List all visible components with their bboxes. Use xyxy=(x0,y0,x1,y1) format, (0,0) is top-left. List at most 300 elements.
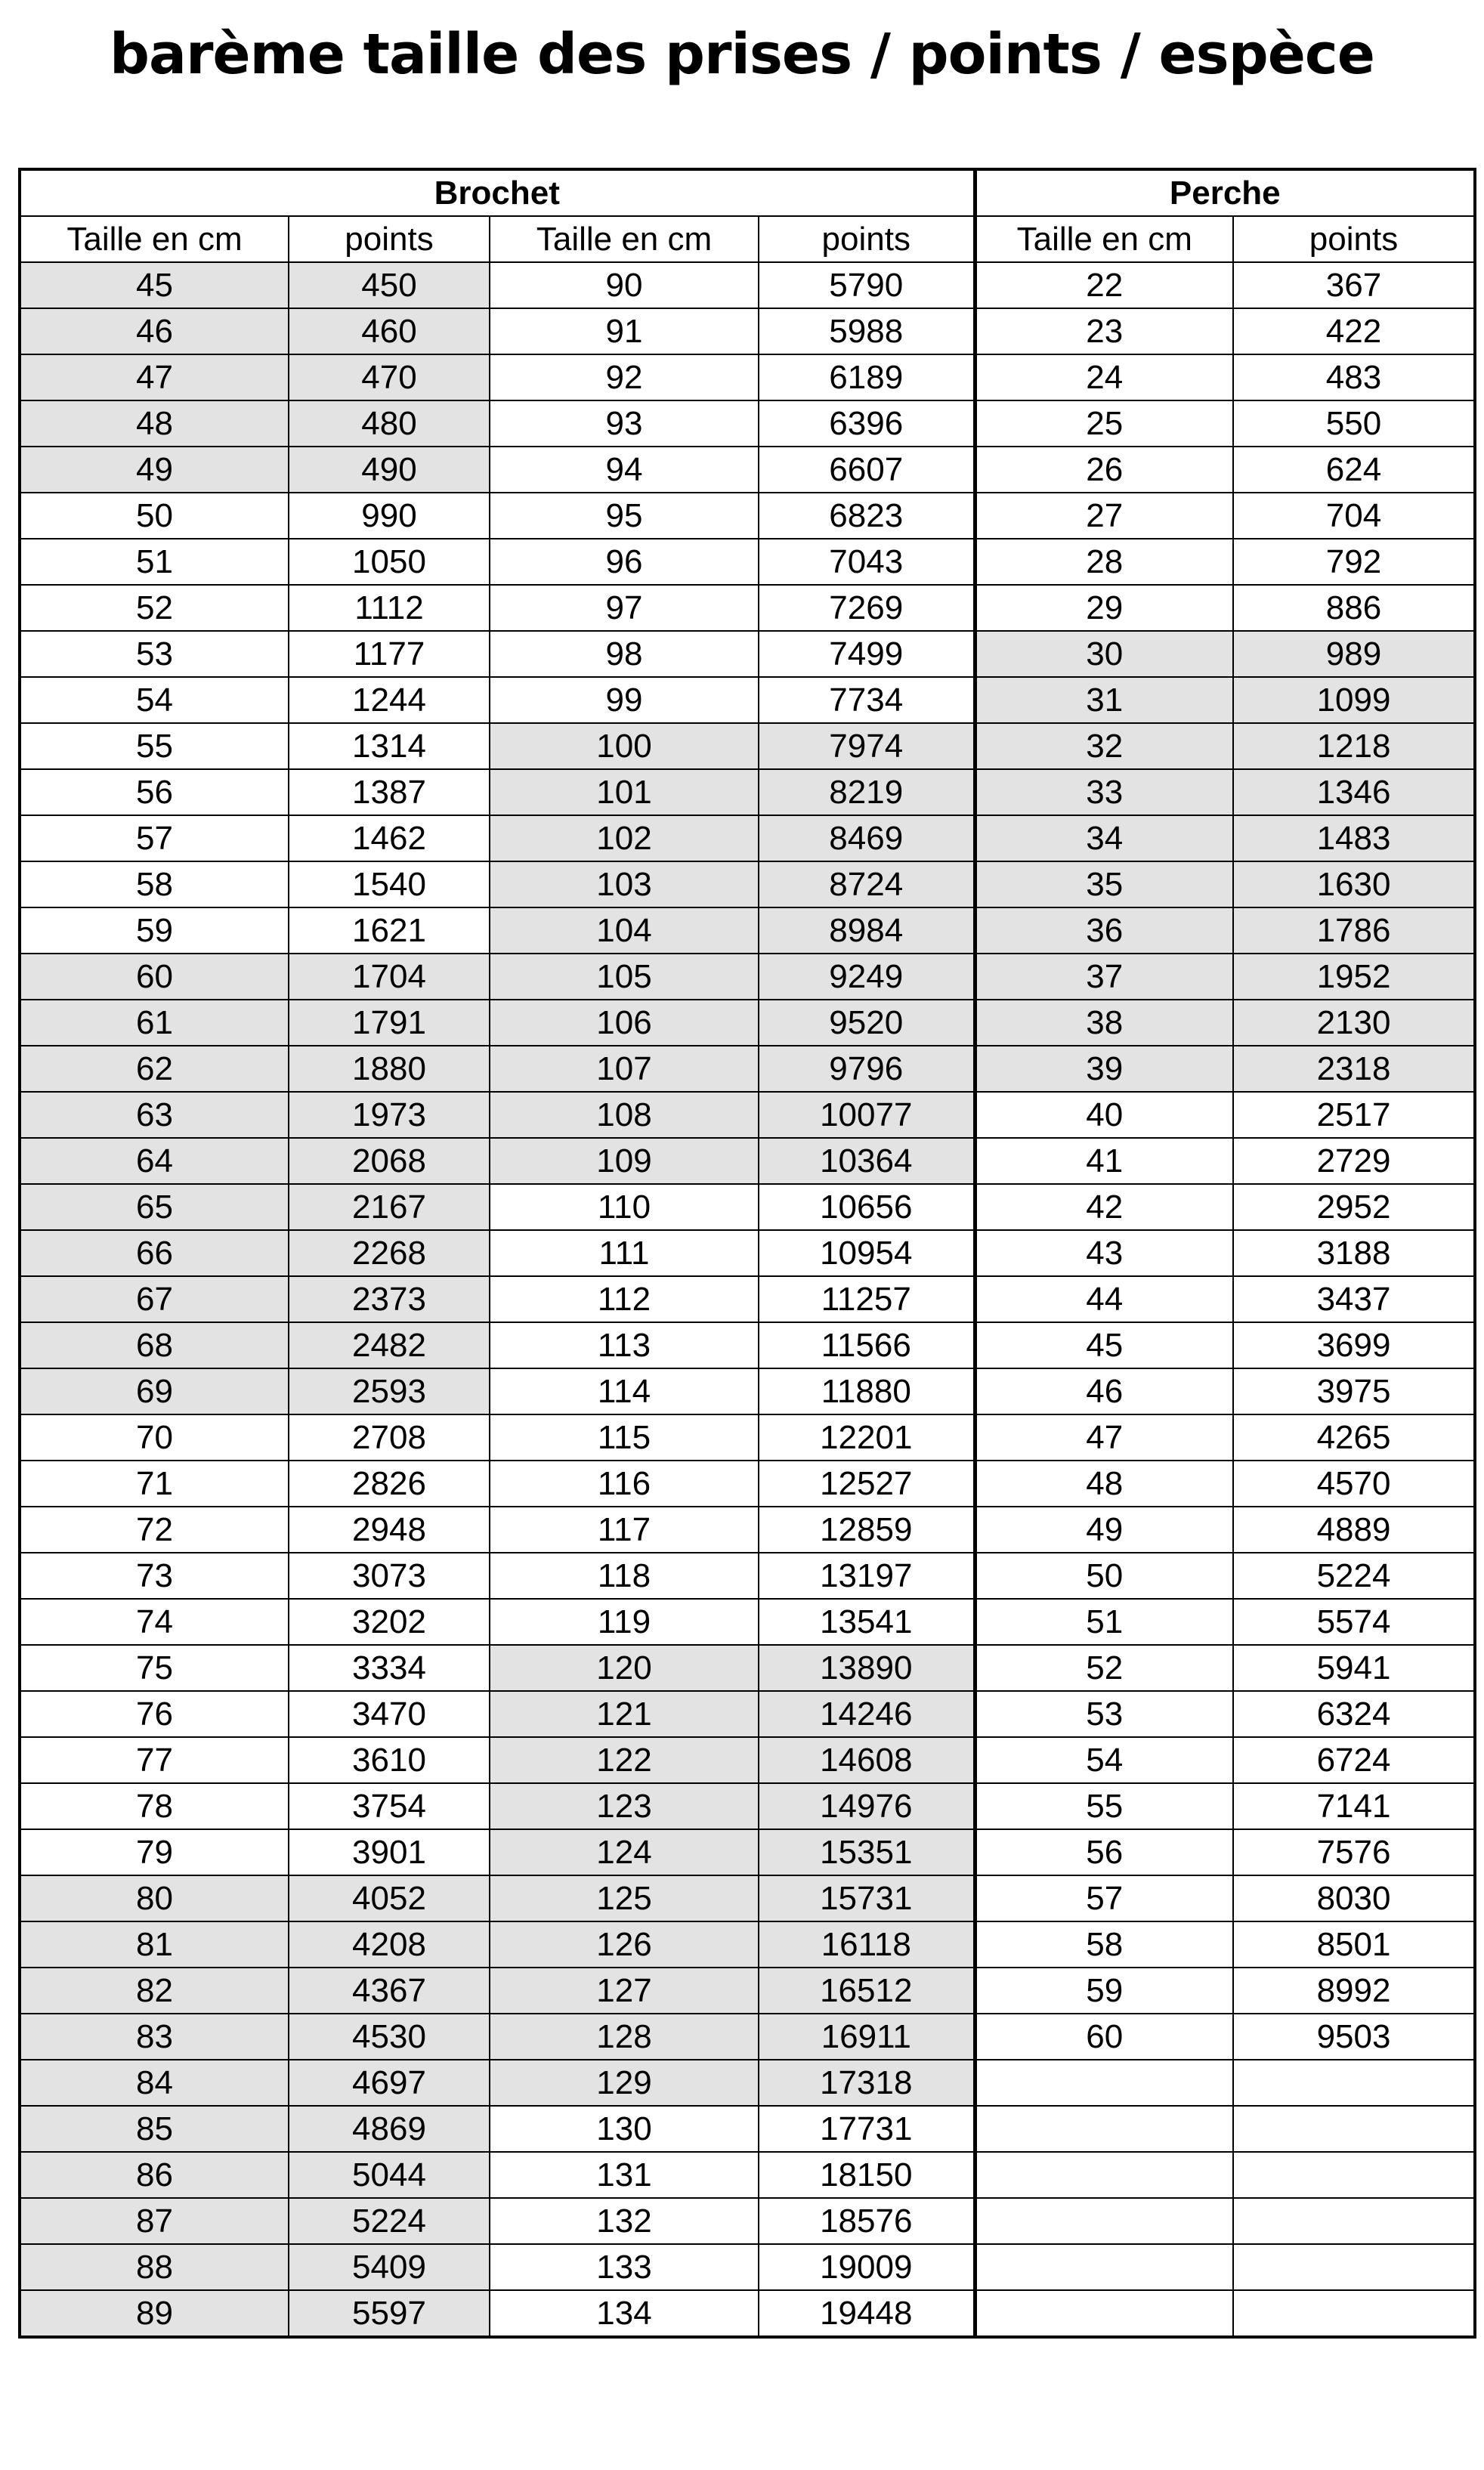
cell-brochet-taille-2: 110 xyxy=(490,1184,759,1230)
cell-brochet-points-2: 15351 xyxy=(759,1829,975,1875)
cell-brochet-taille-2: 119 xyxy=(490,1599,759,1645)
cell-perche-points: 9503 xyxy=(1233,2014,1475,2060)
cell-perche-taille: 23 xyxy=(975,308,1233,354)
cell-perche-taille xyxy=(975,2290,1233,2337)
cell-brochet-taille-1: 73 xyxy=(20,1553,289,1599)
cell-brochet-points-2: 11257 xyxy=(759,1276,975,1322)
cell-perche-taille: 30 xyxy=(975,631,1233,677)
cell-brochet-points-2: 8724 xyxy=(759,861,975,907)
cell-brochet-points-1: 2482 xyxy=(289,1322,490,1368)
cell-brochet-points-1: 2708 xyxy=(289,1414,490,1461)
cell-brochet-taille-2: 106 xyxy=(490,1000,759,1046)
cell-brochet-taille-1: 57 xyxy=(20,815,289,861)
cell-brochet-taille-2: 99 xyxy=(490,677,759,723)
cell-brochet-points-2: 9796 xyxy=(759,1046,975,1092)
cell-brochet-taille-1: 49 xyxy=(20,447,289,493)
cell-brochet-points-2: 12527 xyxy=(759,1461,975,1507)
cell-brochet-taille-2: 91 xyxy=(490,308,759,354)
cell-brochet-taille-1: 56 xyxy=(20,769,289,815)
cell-brochet-points-1: 1112 xyxy=(289,585,490,631)
cell-perche-taille: 36 xyxy=(975,907,1233,954)
cell-brochet-points-1: 2268 xyxy=(289,1230,490,1276)
cell-brochet-taille-1: 89 xyxy=(20,2290,289,2337)
cell-perche-points: 422 xyxy=(1233,308,1475,354)
cell-brochet-points-2: 5790 xyxy=(759,262,975,308)
cell-brochet-points-1: 1704 xyxy=(289,954,490,1000)
cell-perche-points: 550 xyxy=(1233,400,1475,447)
table-row xyxy=(20,954,1475,1000)
cell-brochet-points-1: 1540 xyxy=(289,861,490,907)
cell-brochet-taille-1: 46 xyxy=(20,308,289,354)
cell-brochet-taille-1: 48 xyxy=(20,400,289,447)
cell-brochet-taille-1: 77 xyxy=(20,1737,289,1783)
cell-perche-taille xyxy=(975,2152,1233,2198)
cell-perche-points: 792 xyxy=(1233,539,1475,585)
cell-brochet-points-1: 990 xyxy=(289,493,490,539)
cell-brochet-taille-1: 81 xyxy=(20,1921,289,1968)
cell-perche-points: 367 xyxy=(1233,262,1475,308)
cell-perche-points: 1099 xyxy=(1233,677,1475,723)
cell-perche-taille: 43 xyxy=(975,1230,1233,1276)
table-row xyxy=(20,585,1475,631)
table-row xyxy=(20,2014,1475,2060)
group-header-brochet: Brochet xyxy=(20,169,975,216)
cell-perche-points: 3188 xyxy=(1233,1230,1475,1276)
cell-brochet-taille-2: 134 xyxy=(490,2290,759,2337)
cell-brochet-taille-2: 126 xyxy=(490,1921,759,1968)
cell-brochet-points-2: 7499 xyxy=(759,631,975,677)
cell-brochet-points-1: 4697 xyxy=(289,2060,490,2106)
cell-brochet-taille-2: 112 xyxy=(490,1276,759,1322)
cell-brochet-points-2: 7043 xyxy=(759,539,975,585)
cell-brochet-taille-1: 74 xyxy=(20,1599,289,1645)
cell-perche-points xyxy=(1233,2198,1475,2244)
cell-perche-points: 5224 xyxy=(1233,1553,1475,1599)
table-row xyxy=(20,539,1475,585)
cell-brochet-taille-2: 100 xyxy=(490,723,759,769)
table-row xyxy=(20,1046,1475,1092)
cell-brochet-points-2: 6823 xyxy=(759,493,975,539)
cell-brochet-points-2: 6396 xyxy=(759,400,975,447)
cell-brochet-points-1: 470 xyxy=(289,354,490,400)
cell-perche-points: 1483 xyxy=(1233,815,1475,861)
cell-perche-points: 2130 xyxy=(1233,1000,1475,1046)
table-row xyxy=(20,1184,1475,1230)
points-table xyxy=(18,168,1476,2339)
cell-perche-points: 4570 xyxy=(1233,1461,1475,1507)
cell-brochet-points-1: 3901 xyxy=(289,1829,490,1875)
table-row xyxy=(20,2198,1475,2244)
cell-perche-points xyxy=(1233,2290,1475,2337)
cell-perche-taille: 48 xyxy=(975,1461,1233,1507)
cell-brochet-taille-2: 107 xyxy=(490,1046,759,1092)
table-row xyxy=(20,1322,1475,1368)
cell-brochet-points-1: 1880 xyxy=(289,1046,490,1092)
cell-brochet-taille-1: 71 xyxy=(20,1461,289,1507)
cell-brochet-taille-1: 85 xyxy=(20,2106,289,2152)
cell-perche-taille: 60 xyxy=(975,2014,1233,2060)
table-row xyxy=(20,493,1475,539)
cell-perche-taille: 50 xyxy=(975,1553,1233,1599)
cell-brochet-points-1: 4208 xyxy=(289,1921,490,1968)
cell-perche-taille: 25 xyxy=(975,400,1233,447)
cell-brochet-points-2: 14246 xyxy=(759,1691,975,1737)
cell-brochet-taille-1: 53 xyxy=(20,631,289,677)
cell-brochet-taille-1: 67 xyxy=(20,1276,289,1322)
table-row xyxy=(20,723,1475,769)
cell-perche-points: 6724 xyxy=(1233,1737,1475,1783)
cell-brochet-points-1: 3754 xyxy=(289,1783,490,1829)
table-row xyxy=(20,769,1475,815)
cell-brochet-taille-2: 133 xyxy=(490,2244,759,2290)
table-row xyxy=(20,1368,1475,1414)
cell-perche-taille: 22 xyxy=(975,262,1233,308)
cell-brochet-taille-1: 68 xyxy=(20,1322,289,1368)
cell-perche-taille: 37 xyxy=(975,954,1233,1000)
cell-brochet-taille-1: 80 xyxy=(20,1875,289,1921)
cell-perche-points: 704 xyxy=(1233,493,1475,539)
cell-perche-points: 8501 xyxy=(1233,1921,1475,1968)
table-row xyxy=(20,2290,1475,2337)
cell-brochet-points-1: 1177 xyxy=(289,631,490,677)
cell-brochet-points-1: 2167 xyxy=(289,1184,490,1230)
cell-brochet-points-2: 17318 xyxy=(759,2060,975,2106)
cell-brochet-taille-2: 122 xyxy=(490,1737,759,1783)
cell-brochet-taille-2: 130 xyxy=(490,2106,759,2152)
cell-brochet-points-2: 18150 xyxy=(759,2152,975,2198)
column-header-perche-taille: Taille en cm xyxy=(975,216,1233,262)
cell-perche-taille: 29 xyxy=(975,585,1233,631)
cell-brochet-points-2: 17731 xyxy=(759,2106,975,2152)
cell-perche-points: 2318 xyxy=(1233,1046,1475,1092)
cell-brochet-points-1: 3202 xyxy=(289,1599,490,1645)
cell-brochet-points-2: 7974 xyxy=(759,723,975,769)
cell-perche-taille: 56 xyxy=(975,1829,1233,1875)
cell-brochet-points-2: 11566 xyxy=(759,1322,975,1368)
cell-brochet-points-2: 8219 xyxy=(759,769,975,815)
cell-brochet-points-2: 14976 xyxy=(759,1783,975,1829)
cell-perche-points: 2517 xyxy=(1233,1092,1475,1138)
cell-perche-points: 5941 xyxy=(1233,1645,1475,1691)
table-row xyxy=(20,1599,1475,1645)
cell-brochet-taille-1: 87 xyxy=(20,2198,289,2244)
table-row xyxy=(20,400,1475,447)
column-header-row xyxy=(20,216,1475,262)
cell-brochet-taille-2: 96 xyxy=(490,539,759,585)
cell-perche-points: 8030 xyxy=(1233,1875,1475,1921)
cell-brochet-points-1: 1244 xyxy=(289,677,490,723)
cell-perche-taille: 34 xyxy=(975,815,1233,861)
cell-perche-points: 2952 xyxy=(1233,1184,1475,1230)
cell-perche-taille: 53 xyxy=(975,1691,1233,1737)
cell-brochet-points-1: 5597 xyxy=(289,2290,490,2337)
cell-brochet-taille-1: 66 xyxy=(20,1230,289,1276)
cell-brochet-points-1: 1314 xyxy=(289,723,490,769)
cell-perche-points: 1952 xyxy=(1233,954,1475,1000)
cell-brochet-points-2: 7269 xyxy=(759,585,975,631)
cell-perche-taille: 38 xyxy=(975,1000,1233,1046)
cell-brochet-points-2: 19009 xyxy=(759,2244,975,2290)
cell-perche-points: 483 xyxy=(1233,354,1475,400)
cell-brochet-points-2: 10656 xyxy=(759,1184,975,1230)
cell-brochet-taille-2: 131 xyxy=(490,2152,759,2198)
table-body xyxy=(20,262,1475,2337)
cell-brochet-taille-2: 102 xyxy=(490,815,759,861)
cell-perche-taille xyxy=(975,2198,1233,2244)
cell-brochet-taille-1: 69 xyxy=(20,1368,289,1414)
cell-perche-taille: 39 xyxy=(975,1046,1233,1092)
cell-brochet-points-1: 2068 xyxy=(289,1138,490,1184)
cell-brochet-points-1: 4869 xyxy=(289,2106,490,2152)
cell-brochet-points-2: 11880 xyxy=(759,1368,975,1414)
cell-brochet-points-2: 13890 xyxy=(759,1645,975,1691)
cell-brochet-taille-2: 121 xyxy=(490,1691,759,1737)
table-row xyxy=(20,1414,1475,1461)
cell-brochet-taille-2: 105 xyxy=(490,954,759,1000)
column-header-brochet-points-2: points xyxy=(759,216,975,262)
cell-brochet-taille-1: 79 xyxy=(20,1829,289,1875)
table-row xyxy=(20,1783,1475,1829)
cell-brochet-points-2: 13541 xyxy=(759,1599,975,1645)
table-row xyxy=(20,2152,1475,2198)
cell-brochet-taille-2: 117 xyxy=(490,1507,759,1553)
cell-brochet-taille-2: 109 xyxy=(490,1138,759,1184)
cell-brochet-points-1: 3470 xyxy=(289,1691,490,1737)
table-row xyxy=(20,1138,1475,1184)
cell-brochet-points-1: 2826 xyxy=(289,1461,490,1507)
cell-brochet-taille-1: 45 xyxy=(20,262,289,308)
cell-perche-points: 989 xyxy=(1233,631,1475,677)
cell-brochet-taille-1: 70 xyxy=(20,1414,289,1461)
cell-perche-points: 3437 xyxy=(1233,1276,1475,1322)
cell-perche-points: 4265 xyxy=(1233,1414,1475,1461)
cell-perche-taille: 28 xyxy=(975,539,1233,585)
cell-brochet-points-1: 5224 xyxy=(289,2198,490,2244)
cell-perche-points xyxy=(1233,2152,1475,2198)
cell-brochet-taille-2: 132 xyxy=(490,2198,759,2244)
cell-brochet-taille-1: 47 xyxy=(20,354,289,400)
cell-brochet-taille-1: 83 xyxy=(20,2014,289,2060)
cell-perche-points: 8992 xyxy=(1233,1968,1475,2014)
table-row xyxy=(20,2060,1475,2106)
cell-brochet-taille-1: 64 xyxy=(20,1138,289,1184)
cell-brochet-points-1: 1791 xyxy=(289,1000,490,1046)
cell-perche-points: 6324 xyxy=(1233,1691,1475,1737)
cell-brochet-taille-2: 115 xyxy=(490,1414,759,1461)
cell-brochet-points-2: 6189 xyxy=(759,354,975,400)
cell-perche-taille: 27 xyxy=(975,493,1233,539)
cell-brochet-points-2: 12859 xyxy=(759,1507,975,1553)
cell-brochet-points-1: 1050 xyxy=(289,539,490,585)
cell-perche-taille: 45 xyxy=(975,1322,1233,1368)
cell-brochet-taille-2: 118 xyxy=(490,1553,759,1599)
table-row xyxy=(20,1461,1475,1507)
table-row xyxy=(20,354,1475,400)
cell-brochet-taille-1: 84 xyxy=(20,2060,289,2106)
table-row xyxy=(20,1691,1475,1737)
cell-brochet-taille-2: 92 xyxy=(490,354,759,400)
cell-brochet-points-1: 4052 xyxy=(289,1875,490,1921)
cell-perche-taille: 51 xyxy=(975,1599,1233,1645)
cell-perche-taille: 54 xyxy=(975,1737,1233,1783)
cell-perche-points: 1786 xyxy=(1233,907,1475,954)
table-row xyxy=(20,1507,1475,1553)
cell-brochet-points-1: 2593 xyxy=(289,1368,490,1414)
cell-perche-taille: 32 xyxy=(975,723,1233,769)
cell-perche-points: 5574 xyxy=(1233,1599,1475,1645)
cell-perche-taille: 33 xyxy=(975,769,1233,815)
table-row xyxy=(20,1000,1475,1046)
cell-brochet-taille-1: 52 xyxy=(20,585,289,631)
cell-brochet-points-2: 5988 xyxy=(759,308,975,354)
cell-brochet-taille-1: 58 xyxy=(20,861,289,907)
table-row xyxy=(20,1737,1475,1783)
cell-brochet-points-2: 12201 xyxy=(759,1414,975,1461)
cell-brochet-taille-2: 120 xyxy=(490,1645,759,1691)
cell-brochet-taille-1: 76 xyxy=(20,1691,289,1737)
cell-brochet-points-2: 16512 xyxy=(759,1968,975,2014)
cell-brochet-points-2: 6607 xyxy=(759,447,975,493)
cell-perche-points: 1218 xyxy=(1233,723,1475,769)
cell-perche-taille: 41 xyxy=(975,1138,1233,1184)
cell-brochet-points-2: 8469 xyxy=(759,815,975,861)
cell-perche-taille xyxy=(975,2244,1233,2290)
table-row xyxy=(20,907,1475,954)
cell-brochet-taille-2: 116 xyxy=(490,1461,759,1507)
cell-brochet-points-2: 16118 xyxy=(759,1921,975,1968)
cell-brochet-taille-2: 98 xyxy=(490,631,759,677)
cell-brochet-taille-2: 129 xyxy=(490,2060,759,2106)
cell-brochet-taille-2: 125 xyxy=(490,1875,759,1921)
cell-brochet-points-1: 4530 xyxy=(289,2014,490,2060)
cell-brochet-points-2: 10954 xyxy=(759,1230,975,1276)
cell-perche-points: 3699 xyxy=(1233,1322,1475,1368)
column-header-brochet-taille-1: Taille en cm xyxy=(20,216,289,262)
page-title: barème taille des prises / points / espèce xyxy=(110,22,1374,87)
cell-brochet-taille-1: 50 xyxy=(20,493,289,539)
group-header-perche: Perche xyxy=(975,169,1475,216)
table-row xyxy=(20,1921,1475,1968)
cell-brochet-taille-1: 72 xyxy=(20,1507,289,1553)
cell-perche-taille: 52 xyxy=(975,1645,1233,1691)
cell-brochet-points-1: 480 xyxy=(289,400,490,447)
cell-brochet-taille-2: 124 xyxy=(490,1829,759,1875)
table-row xyxy=(20,1230,1475,1276)
cell-brochet-points-2: 9520 xyxy=(759,1000,975,1046)
cell-perche-points xyxy=(1233,2106,1475,2152)
cell-brochet-taille-1: 51 xyxy=(20,539,289,585)
table-row xyxy=(20,1645,1475,1691)
cell-perche-taille: 57 xyxy=(975,1875,1233,1921)
cell-perche-points: 1346 xyxy=(1233,769,1475,815)
cell-brochet-taille-1: 55 xyxy=(20,723,289,769)
cell-brochet-taille-1: 82 xyxy=(20,1968,289,2014)
cell-brochet-taille-1: 59 xyxy=(20,907,289,954)
cell-perche-taille: 47 xyxy=(975,1414,1233,1461)
cell-brochet-taille-1: 61 xyxy=(20,1000,289,1046)
cell-brochet-taille-2: 94 xyxy=(490,447,759,493)
cell-brochet-points-2: 14608 xyxy=(759,1737,975,1783)
cell-brochet-points-2: 13197 xyxy=(759,1553,975,1599)
cell-brochet-taille-1: 54 xyxy=(20,677,289,723)
cell-brochet-points-1: 1462 xyxy=(289,815,490,861)
table-row xyxy=(20,447,1475,493)
cell-perche-taille: 46 xyxy=(975,1368,1233,1414)
cell-brochet-points-2: 18576 xyxy=(759,2198,975,2244)
cell-perche-taille: 44 xyxy=(975,1276,1233,1322)
cell-perche-points: 1630 xyxy=(1233,861,1475,907)
table-row xyxy=(20,1875,1475,1921)
cell-brochet-taille-2: 123 xyxy=(490,1783,759,1829)
cell-brochet-points-2: 10077 xyxy=(759,1092,975,1138)
cell-brochet-taille-2: 108 xyxy=(490,1092,759,1138)
cell-perche-taille: 40 xyxy=(975,1092,1233,1138)
cell-perche-points: 886 xyxy=(1233,585,1475,631)
cell-brochet-taille-2: 111 xyxy=(490,1230,759,1276)
table-row xyxy=(20,2244,1475,2290)
cell-brochet-taille-1: 78 xyxy=(20,1783,289,1829)
cell-brochet-taille-1: 75 xyxy=(20,1645,289,1691)
column-header-perche-points: points xyxy=(1233,216,1475,262)
table-row xyxy=(20,631,1475,677)
cell-perche-taille: 59 xyxy=(975,1968,1233,2014)
cell-brochet-taille-2: 103 xyxy=(490,861,759,907)
cell-brochet-taille-2: 113 xyxy=(490,1322,759,1368)
cell-brochet-taille-2: 97 xyxy=(490,585,759,631)
column-header-brochet-points-1: points xyxy=(289,216,490,262)
table-row xyxy=(20,1968,1475,2014)
cell-brochet-taille-2: 104 xyxy=(490,907,759,954)
cell-brochet-points-2: 16911 xyxy=(759,2014,975,2060)
table-row xyxy=(20,1829,1475,1875)
table-row xyxy=(20,861,1475,907)
cell-perche-taille: 31 xyxy=(975,677,1233,723)
cell-brochet-points-2: 10364 xyxy=(759,1138,975,1184)
cell-brochet-points-1: 2948 xyxy=(289,1507,490,1553)
cell-perche-points xyxy=(1233,2244,1475,2290)
cell-brochet-points-1: 5409 xyxy=(289,2244,490,2290)
cell-perche-taille: 58 xyxy=(975,1921,1233,1968)
cell-brochet-points-1: 3073 xyxy=(289,1553,490,1599)
table-row xyxy=(20,815,1475,861)
cell-perche-points: 624 xyxy=(1233,447,1475,493)
cell-brochet-points-1: 450 xyxy=(289,262,490,308)
table-row xyxy=(20,262,1475,308)
cell-brochet-taille-1: 62 xyxy=(20,1046,289,1092)
table-row xyxy=(20,677,1475,723)
cell-perche-points: 3975 xyxy=(1233,1368,1475,1414)
cell-perche-taille: 42 xyxy=(975,1184,1233,1230)
cell-brochet-points-2: 15731 xyxy=(759,1875,975,1921)
cell-perche-taille: 55 xyxy=(975,1783,1233,1829)
cell-brochet-taille-1: 60 xyxy=(20,954,289,1000)
cell-brochet-taille-2: 90 xyxy=(490,262,759,308)
cell-brochet-taille-2: 128 xyxy=(490,2014,759,2060)
cell-brochet-points-1: 1387 xyxy=(289,769,490,815)
cell-brochet-taille-2: 95 xyxy=(490,493,759,539)
table-row xyxy=(20,2106,1475,2152)
cell-perche-taille xyxy=(975,2106,1233,2152)
cell-brochet-taille-1: 86 xyxy=(20,2152,289,2198)
cell-brochet-taille-1: 65 xyxy=(20,1184,289,1230)
cell-brochet-points-1: 3334 xyxy=(289,1645,490,1691)
column-header-brochet-taille-2: Taille en cm xyxy=(490,216,759,262)
table-row xyxy=(20,1092,1475,1138)
cell-brochet-points-1: 4367 xyxy=(289,1968,490,2014)
cell-brochet-taille-2: 114 xyxy=(490,1368,759,1414)
cell-brochet-points-2: 19448 xyxy=(759,2290,975,2337)
cell-brochet-points-2: 8984 xyxy=(759,907,975,954)
